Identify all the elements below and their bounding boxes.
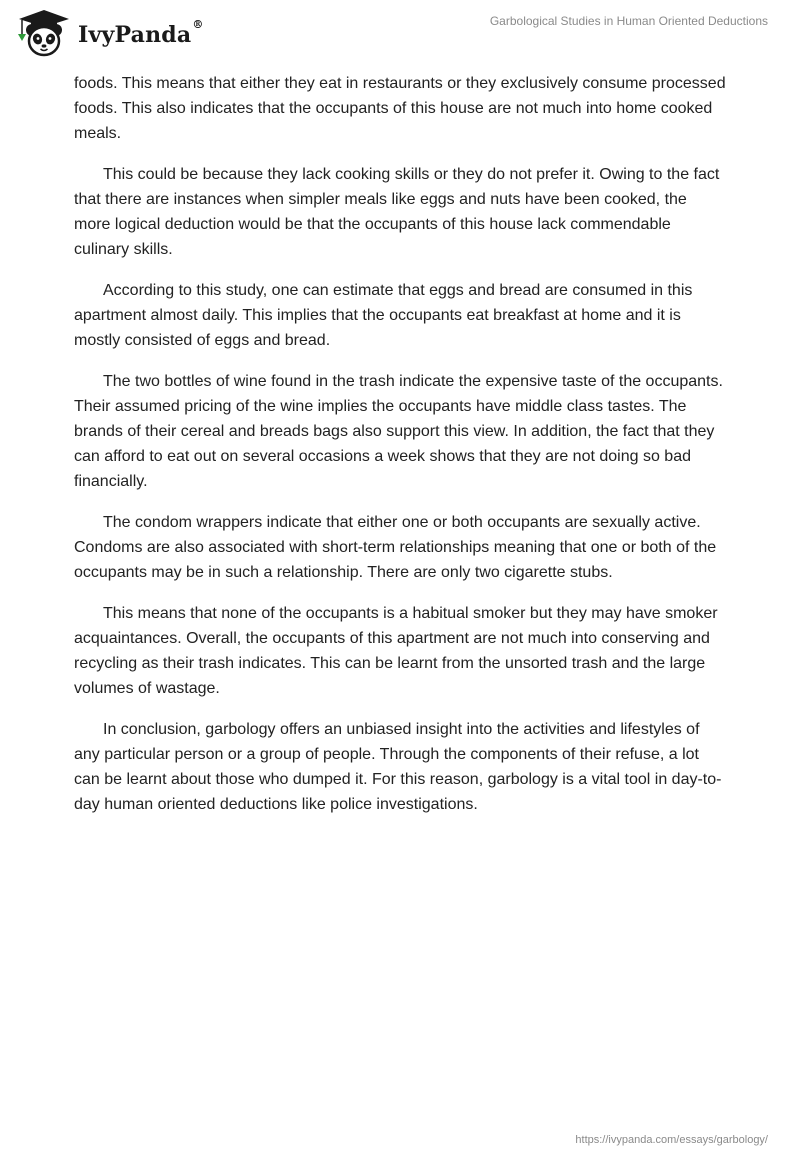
paragraph-3: According to this study, one can estimate that eggs and bread are consumed in this apartment almost daily. This implies that the occupants eat breakfast at home and it is mostly consisted of eggs and bread. [74, 282, 693, 349]
source-url[interactable]: https://ivypanda.com/essays/garbology/ [575, 1134, 768, 1146]
paragraph-2: This could be because they lack cooking skills or they do not prefer it. Owing to the fact that there are instances when simpler meals like eggs and nuts have been cooked, the more logical deduction would be that the occupants of this house lack commendable culinary skills. [74, 166, 720, 258]
ivypanda-logo[interactable] [14, 8, 204, 58]
page-header [0, 0, 800, 70]
running-title: Garbological Studies in Human Oriented Deductions [489, 14, 768, 28]
paragraph-5: The condom wrappers indicate that either one or both occupants are sexually active. Condoms are also associated with short-term relationships meaning that one or both of the occupants may be in such a relationship. There are only two cigarette stubs. [74, 514, 717, 581]
panda-graduate-icon [14, 8, 74, 58]
registered-mark: ® [192, 18, 204, 31]
essay-body [74, 71, 726, 833]
paragraph-7: In conclusion, garbology offers an unbiased insight into the activities and lifestyles of any particular person or a group of people. Through the components of their refuse, a lot can be learnt about those who dumped it. For this reason, garbology is a vital tool in day-to-day human oriented deductions like police investigations. [74, 721, 722, 813]
paragraph-4: The two bottles of wine found in the trash indicate the expensive taste of the occupants. Their assumed pricing of the wine implies the occupants have middle class tastes. The brands of their cereal and breads bags also support this view. In addition, the fact that they can afford to eat out on several occasions a week shows that they are not doing so bad financially. [74, 373, 723, 490]
paragraph-1: foods. This means that either they eat in restaurants or they exclusively consume processed foods. This also indicates that the occupants of this house are not much into home cooked meals. [74, 75, 726, 142]
paragraph-6: This means that none of the occupants is a habitual smoker but they may have smoker acquaintances. Overall, the occupants of this apartment are not much into conserving and recycling as their trash indicates. This can be learnt from the unsorted trash and the large volumes of wastage. [74, 605, 718, 697]
brand-name: IvyPanda® [78, 18, 204, 48]
